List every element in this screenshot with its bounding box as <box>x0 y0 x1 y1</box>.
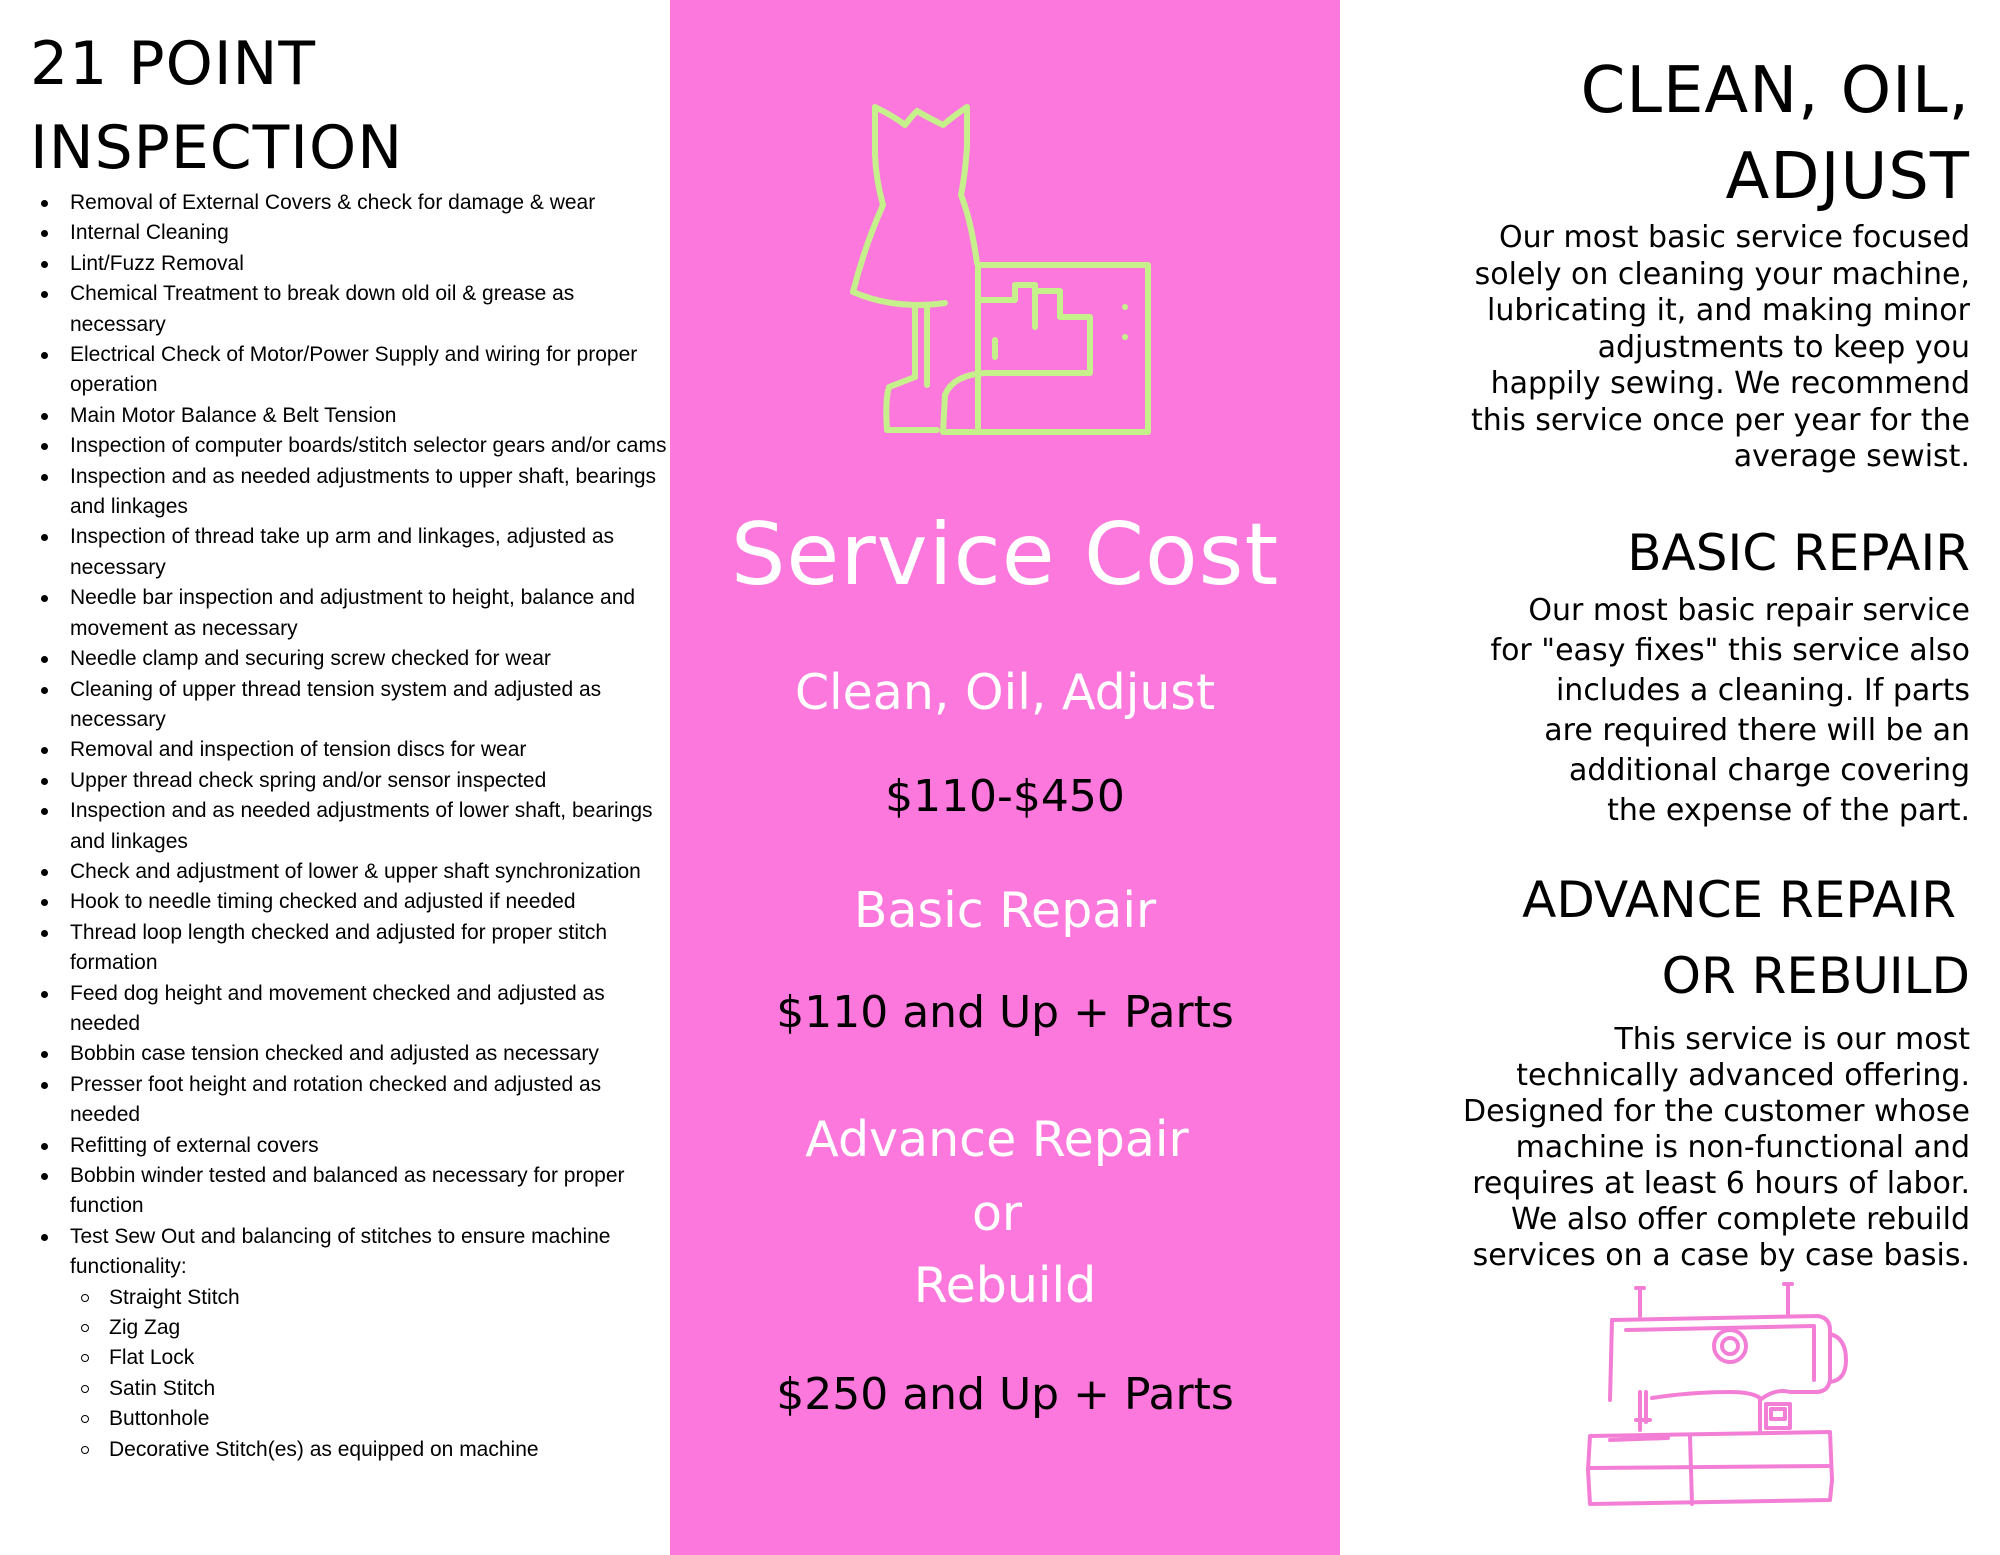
advance-line: requires at least 6 hours of labor. <box>1472 1166 1970 1201</box>
service-name-basic: Basic Repair <box>853 882 1157 939</box>
list-item: Internal Cleaning <box>30 218 670 248</box>
list-item-text: Test Sew Out and balancing of stitches to ensure machine functionality: <box>70 1224 611 1279</box>
clean-line: this service once per year for the <box>1471 402 1970 438</box>
service-cost-title: Service Cost <box>730 505 1280 605</box>
basic-repair-section <box>1491 515 1970 831</box>
list-item: Needle clamp and securing screw checked for wear <box>30 644 670 674</box>
list-item: Thread loop length checked and adjusted for proper stitch formation <box>30 918 670 979</box>
advance-line: We also offer complete rebuild <box>1510 1202 1970 1237</box>
advance-title-line2: OR REBUILD <box>1661 947 1970 1005</box>
service-price-basic: $110 and Up + Parts <box>776 987 1234 1038</box>
list-item: Removal and inspection of tension discs for wear <box>30 735 670 765</box>
list-item-test-sew <box>30 1222 670 1465</box>
clean-line: happily sewing. We recommend <box>1490 366 1970 401</box>
inspection-title-line2: INSPECTION <box>30 113 404 183</box>
list-item: Bobbin case tension checked and adjusted as necessary <box>30 1039 670 1069</box>
advance-repair-description <box>1463 1022 1970 1274</box>
service-descriptions-column <box>1340 0 2000 1545</box>
clean-oil-adjust-description <box>1471 220 1970 476</box>
advance-line: This service is our most <box>1614 1022 1970 1057</box>
list-item: Hook to needle timing checked and adjusted if needed <box>30 887 670 917</box>
advance-title-line1: ADVANCE REPAIR <box>1522 871 1956 929</box>
list-item: Chemical Treatment to break down old oil & grease as necessary <box>30 279 670 340</box>
sub-list-item: Decorative Stitch(es) as equipped on machine <box>70 1435 670 1465</box>
inspection-title-line1: 21 POINT <box>30 29 317 99</box>
clean-line: lubricating it, and making minor <box>1487 293 1970 328</box>
clean-title-line1: CLEAN, OIL, <box>1580 54 1970 128</box>
basic-line: are required there will be an <box>1544 713 1970 748</box>
list-item: Needle bar inspection and adjustment to height, balance and movement as necessary <box>30 583 670 644</box>
clean-title-line2: ADJUST <box>1725 140 1970 214</box>
basic-line: Our most basic repair service <box>1528 593 1970 628</box>
list-item: Refitting of external covers <box>30 1131 670 1161</box>
clean-line: average sewist. <box>1733 439 1970 474</box>
advance-line: Designed for the customer whose <box>1463 1094 1970 1129</box>
clean-line: Our most basic service focused <box>1499 220 1970 255</box>
sub-list-item: Buttonhole <box>70 1404 670 1434</box>
inspection-checklist <box>30 188 670 1465</box>
basic-line: for "easy fixes" this service also <box>1490 633 1970 668</box>
advance-line: services on a case by case basis. <box>1472 1238 1970 1273</box>
basic-line: includes a cleaning. If parts <box>1555 673 1970 708</box>
list-item: Feed dog height and movement checked and adjusted as needed <box>30 979 670 1040</box>
list-item: Lint/Fuzz Removal <box>30 249 670 279</box>
list-item: Cleaning of upper thread tension system and adjusted as necessary <box>30 675 670 736</box>
list-item: Inspection and as needed adjustments to upper shaft, bearings and linkages <box>30 462 670 523</box>
service-name-clean: Clean, Oil, Adjust <box>794 664 1216 721</box>
inspection-column <box>0 0 670 1545</box>
service-price-advance: $250 and Up + Parts <box>776 1369 1234 1420</box>
stitch-sublist <box>70 1283 670 1465</box>
clean-oil-adjust-title <box>1471 48 1970 220</box>
service-cost-column <box>670 0 1340 1555</box>
list-item: Main Motor Balance & Belt Tension <box>30 401 670 431</box>
list-item: Check and adjustment of lower & upper shaft synchronization <box>30 857 670 887</box>
service-name-advance-line3: Rebuild <box>913 1257 1097 1314</box>
service-price-clean: $110-$450 <box>885 771 1125 822</box>
list-item: Inspection of thread take up arm and linkages, adjusted as necessary <box>30 522 670 583</box>
basic-repair-title: BASIC REPAIR <box>1627 524 1970 582</box>
clean-line: solely on cleaning your machine, <box>1474 256 1970 292</box>
advance-line: technically advanced offering. <box>1516 1058 1970 1093</box>
clean-line: adjustments to keep you <box>1597 329 1970 365</box>
sewing-machine-icon <box>1580 1280 1850 1510</box>
sub-list-item: Zig Zag <box>70 1313 670 1343</box>
list-item: Electrical Check of Motor/Power Supply and wiring for proper operation <box>30 340 670 401</box>
list-item: Inspection of computer boards/stitch selector gears and/or cams <box>30 431 670 461</box>
inspection-title <box>30 22 403 190</box>
service-name-advance-line1: Advance Repair <box>805 1111 1189 1168</box>
list-item: Removal of External Covers & check for damage & wear <box>30 188 670 218</box>
sub-list-item: Flat Lock <box>70 1343 670 1373</box>
basic-line: the expense of the part. <box>1607 793 1970 828</box>
advance-repair-section <box>1463 862 1970 1274</box>
list-item: Inspection and as needed adjustments of lower shaft, bearings and linkages <box>30 796 670 857</box>
advance-repair-title <box>1463 862 1970 1014</box>
basic-repair-description <box>1491 591 1970 831</box>
dress-form-and-sewing-machine-icon <box>845 95 1155 440</box>
sub-list-item: Satin Stitch <box>70 1374 670 1404</box>
list-item: Bobbin winder tested and balanced as necessary for proper function <box>30 1161 670 1222</box>
basic-line: additional charge covering <box>1568 753 1970 788</box>
advance-line: machine is non-functional and <box>1515 1130 1970 1165</box>
clean-oil-adjust-section <box>1471 48 1970 476</box>
list-item: Upper thread check spring and/or sensor inspected <box>30 766 670 796</box>
service-name-advance-line2: or <box>971 1185 1023 1242</box>
list-item: Presser foot height and rotation checked and adjusted as needed <box>30 1070 670 1131</box>
sub-list-item: Straight Stitch <box>70 1283 670 1313</box>
